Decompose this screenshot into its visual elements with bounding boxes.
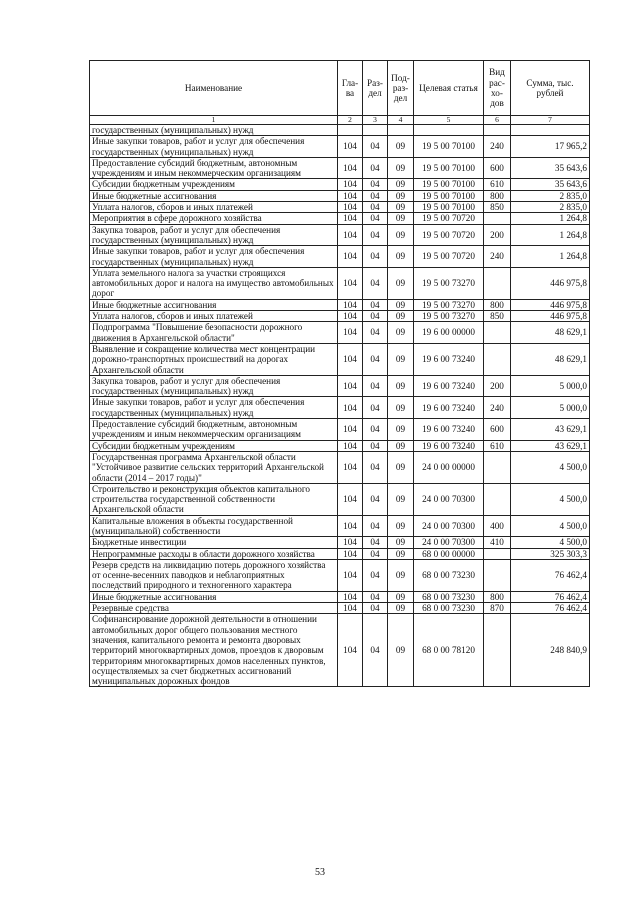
sum-cell: 2 835,0 xyxy=(511,202,590,213)
podrazdel-cell: 09 xyxy=(388,397,414,419)
glava-cell: 104 xyxy=(338,136,363,158)
sum-cell: 76 462,4 xyxy=(511,603,590,614)
podrazdel-cell: 09 xyxy=(388,246,414,268)
row-name-cell: Предоставление субсидий бюджетным, автономным учреждениям и иным некоммерческим организациям xyxy=(90,419,338,441)
target-cell: 19 5 00 70720 xyxy=(414,213,484,224)
col-header-razdel: Раз-дел xyxy=(363,61,388,116)
glava-cell: 104 xyxy=(338,267,363,299)
row-name-cell: Мероприятия в сфере дорожного хозяйства xyxy=(90,213,338,224)
sum-cell: 48 629,1 xyxy=(511,343,590,375)
vid-cell: 240 xyxy=(484,136,511,158)
target-cell: 19 6 00 73240 xyxy=(414,397,484,419)
table-body xyxy=(90,125,590,687)
target-cell: 19 6 00 00000 xyxy=(414,322,484,344)
target-cell: 19 5 00 73270 xyxy=(414,267,484,299)
row-name-cell: Резерв средств на ликвидацию потерь дорожного хозяйства от осенне-весенних паводков и неблагоприятных последствий природного и техногенного характера xyxy=(90,559,338,591)
podrazdel-cell: 09 xyxy=(388,559,414,591)
row-name-cell: Уплата налогов, сборов и иных платежей xyxy=(90,202,338,213)
sum-cell: 2 835,0 xyxy=(511,190,590,201)
razdel-cell: 04 xyxy=(363,343,388,375)
sum-cell: 248 840,9 xyxy=(511,614,590,687)
table-row xyxy=(90,202,590,213)
row-name-cell: Непрограммные расходы в области дорожного хозяйства xyxy=(90,548,338,559)
vid-cell: 850 xyxy=(484,311,511,322)
glava-cell: 104 xyxy=(338,213,363,224)
table-row xyxy=(90,136,590,158)
target-cell: 24 0 00 00000 xyxy=(414,451,484,483)
razdel-cell: 04 xyxy=(363,224,388,246)
razdel-cell: 04 xyxy=(363,548,388,559)
razdel-cell: 04 xyxy=(363,267,388,299)
col-header-vid: Вид рас-хо-дов xyxy=(484,61,511,116)
vid-cell: 610 xyxy=(484,179,511,190)
row-name-cell: Государственная программа Архангельской области "Устойчивое развитие сельских территорий Архангельской области (2014 – 2017 годы)" xyxy=(90,451,338,483)
glava-cell: 104 xyxy=(338,246,363,268)
razdel-cell: 04 xyxy=(363,483,388,515)
razdel-cell: 04 xyxy=(363,375,388,397)
sum-cell: 76 462,4 xyxy=(511,559,590,591)
sum-cell: 43 629,1 xyxy=(511,440,590,451)
sum-cell: 43 629,1 xyxy=(511,419,590,441)
col-header-sum: Сумма, тыс. рублей xyxy=(511,61,590,116)
table-row xyxy=(90,440,590,451)
glava-cell: 104 xyxy=(338,224,363,246)
sum-cell: 446 975,8 xyxy=(511,311,590,322)
vid-cell xyxy=(484,213,511,224)
table-row xyxy=(90,179,590,190)
razdel-cell: 04 xyxy=(363,515,388,537)
target-cell: 19 5 00 70720 xyxy=(414,224,484,246)
podrazdel-cell: 09 xyxy=(388,483,414,515)
target-cell: 68 0 00 73230 xyxy=(414,603,484,614)
podrazdel-cell: 09 xyxy=(388,311,414,322)
sum-cell: 446 975,8 xyxy=(511,299,590,310)
vid-cell: 410 xyxy=(484,537,511,548)
sum-cell: 446 975,8 xyxy=(511,267,590,299)
vid-cell xyxy=(484,267,511,299)
glava-cell: 104 xyxy=(338,451,363,483)
glava-cell: 104 xyxy=(338,419,363,441)
razdel-cell: 04 xyxy=(363,311,388,322)
podrazdel-cell: 09 xyxy=(388,515,414,537)
target-cell: 19 5 00 70100 xyxy=(414,179,484,190)
sum-cell: 1 264,8 xyxy=(511,246,590,268)
podrazdel-cell: 09 xyxy=(388,190,414,201)
row-name-cell: Закупка товаров, работ и услуг для обеспечения государственных (муниципальных) нужд xyxy=(90,375,338,397)
table-row xyxy=(90,213,590,224)
vid-cell xyxy=(484,614,511,687)
podrazdel-cell: 09 xyxy=(388,224,414,246)
row-name-cell: Иные закупки товаров, работ и услуг для обеспечения государственных (муниципальных) нужд xyxy=(90,136,338,158)
sum-cell: 4 500,0 xyxy=(511,483,590,515)
row-name-cell: Софинансирование дорожной деятельности в отношении автомобильных дорог общего пользования местного значения, капитального ремонта и ремонта дворовых территорий многоквартирных домов, проездов к дворовым территориям многоквартирных домов населенных пунктов, осуществляемых за счет бюджетных ассигнований муниципальных дорожных фондов xyxy=(90,614,338,687)
header-row xyxy=(90,61,590,116)
podrazdel-cell: 09 xyxy=(388,136,414,158)
glava-cell: 104 xyxy=(338,614,363,687)
razdel-cell: 04 xyxy=(363,614,388,687)
table-row xyxy=(90,311,590,322)
table-row xyxy=(90,603,590,614)
razdel-cell: 04 xyxy=(363,419,388,441)
podrazdel-cell: 09 xyxy=(388,375,414,397)
podrazdel-cell: 09 xyxy=(388,299,414,310)
table-row xyxy=(90,591,590,602)
vid-cell: 850 xyxy=(484,202,511,213)
target-cell xyxy=(414,125,484,136)
col-number: 4 xyxy=(388,116,414,125)
glava-cell: 104 xyxy=(338,311,363,322)
podrazdel-cell: 09 xyxy=(388,322,414,344)
glava-cell: 104 xyxy=(338,440,363,451)
target-cell: 24 0 00 70300 xyxy=(414,483,484,515)
glava-cell: 104 xyxy=(338,157,363,179)
sum-cell: 17 965,2 xyxy=(511,136,590,158)
table-row xyxy=(90,451,590,483)
col-header-podrazdel: Под-раз-дел xyxy=(388,61,414,116)
vid-cell: 800 xyxy=(484,190,511,201)
row-name-cell: Иные бюджетные ассигнования xyxy=(90,591,338,602)
sum-cell: 5 000,0 xyxy=(511,397,590,419)
vid-cell: 400 xyxy=(484,515,511,537)
col-number: 3 xyxy=(363,116,388,125)
podrazdel-cell: 09 xyxy=(388,419,414,441)
vid-cell: 600 xyxy=(484,157,511,179)
sum-cell: 76 462,4 xyxy=(511,591,590,602)
podrazdel-cell: 09 xyxy=(388,548,414,559)
podrazdel-cell: 09 xyxy=(388,343,414,375)
table-row xyxy=(90,559,590,591)
sum-cell: 1 264,8 xyxy=(511,224,590,246)
razdel-cell: 04 xyxy=(363,157,388,179)
vid-cell: 200 xyxy=(484,375,511,397)
glava-cell: 104 xyxy=(338,202,363,213)
sum-cell: 325 303,3 xyxy=(511,548,590,559)
podrazdel-cell xyxy=(388,125,414,136)
target-cell: 19 6 00 73240 xyxy=(414,440,484,451)
razdel-cell xyxy=(363,125,388,136)
sum-cell xyxy=(511,125,590,136)
glava-cell: 104 xyxy=(338,190,363,201)
razdel-cell: 04 xyxy=(363,299,388,310)
podrazdel-cell: 09 xyxy=(388,603,414,614)
target-cell: 19 5 00 70100 xyxy=(414,136,484,158)
target-cell: 24 0 00 70300 xyxy=(414,537,484,548)
target-cell: 19 5 00 73270 xyxy=(414,311,484,322)
vid-cell xyxy=(484,548,511,559)
razdel-cell: 04 xyxy=(363,322,388,344)
col-number: 5 xyxy=(414,116,484,125)
col-header-name: Наименование xyxy=(90,61,338,116)
row-name-cell: Уплата земельного налога за участки строящихся автомобильных дорог и налога на имущество автомобильных дорог xyxy=(90,267,338,299)
table-row xyxy=(90,515,590,537)
target-cell: 19 5 00 70720 xyxy=(414,246,484,268)
sum-cell: 35 643,6 xyxy=(511,157,590,179)
table-row xyxy=(90,343,590,375)
razdel-cell: 04 xyxy=(363,202,388,213)
glava-cell: 104 xyxy=(338,515,363,537)
glava-cell: 104 xyxy=(338,397,363,419)
table-row xyxy=(90,190,590,201)
col-number: 6 xyxy=(484,116,511,125)
vid-cell: 800 xyxy=(484,591,511,602)
column-number-row xyxy=(90,116,590,125)
row-name-cell: Резервные средства xyxy=(90,603,338,614)
target-cell: 19 5 00 70100 xyxy=(414,202,484,213)
table-row xyxy=(90,322,590,344)
row-name-cell: Иные закупки товаров, работ и услуг для обеспечения государственных (муниципальных) нужд xyxy=(90,246,338,268)
target-cell: 19 6 00 73240 xyxy=(414,419,484,441)
podrazdel-cell: 09 xyxy=(388,451,414,483)
row-name-cell: Субсидии бюджетным учреждениям xyxy=(90,179,338,190)
razdel-cell: 04 xyxy=(363,603,388,614)
table-row xyxy=(90,125,590,136)
podrazdel-cell: 09 xyxy=(388,157,414,179)
razdel-cell: 04 xyxy=(363,591,388,602)
podrazdel-cell: 09 xyxy=(388,440,414,451)
target-cell: 19 5 00 73270 xyxy=(414,299,484,310)
sum-cell: 4 500,0 xyxy=(511,537,590,548)
row-name-cell: Бюджетные инвестиции xyxy=(90,537,338,548)
vid-cell: 200 xyxy=(484,224,511,246)
sum-cell: 48 629,1 xyxy=(511,322,590,344)
table-row xyxy=(90,614,590,687)
col-number: 7 xyxy=(511,116,590,125)
table-row xyxy=(90,419,590,441)
table-row xyxy=(90,483,590,515)
page-number: 53 xyxy=(315,867,325,878)
glava-cell: 104 xyxy=(338,603,363,614)
vid-cell: 240 xyxy=(484,246,511,268)
razdel-cell: 04 xyxy=(363,190,388,201)
podrazdel-cell: 09 xyxy=(388,213,414,224)
razdel-cell: 04 xyxy=(363,451,388,483)
row-name-cell: Строительство и реконструкция объектов капитального строительства государственной собственности Архангельской области xyxy=(90,483,338,515)
row-name-cell: государственных (муниципальных) нужд xyxy=(90,125,338,136)
vid-cell xyxy=(484,125,511,136)
glava-cell: 104 xyxy=(338,591,363,602)
target-cell: 24 0 00 70300 xyxy=(414,515,484,537)
row-name-cell: Подпрограмма "Повышение безопасности дорожного движения в Архангельской области" xyxy=(90,322,338,344)
vid-cell xyxy=(484,322,511,344)
razdel-cell: 04 xyxy=(363,537,388,548)
podrazdel-cell: 09 xyxy=(388,614,414,687)
glava-cell xyxy=(338,125,363,136)
podrazdel-cell: 09 xyxy=(388,202,414,213)
target-cell: 19 6 00 73240 xyxy=(414,375,484,397)
razdel-cell: 04 xyxy=(363,440,388,451)
table-row xyxy=(90,157,590,179)
glava-cell: 104 xyxy=(338,343,363,375)
razdel-cell: 04 xyxy=(363,136,388,158)
row-name-cell: Уплата налогов, сборов и иных платежей xyxy=(90,311,338,322)
razdel-cell: 04 xyxy=(363,179,388,190)
razdel-cell: 04 xyxy=(363,397,388,419)
target-cell: 68 0 00 78120 xyxy=(414,614,484,687)
row-name-cell: Субсидии бюджетным учреждениям xyxy=(90,440,338,451)
podrazdel-cell: 09 xyxy=(388,537,414,548)
vid-cell: 800 xyxy=(484,299,511,310)
target-cell: 68 0 00 73230 xyxy=(414,559,484,591)
sum-cell: 5 000,0 xyxy=(511,375,590,397)
glava-cell: 104 xyxy=(338,483,363,515)
razdel-cell: 04 xyxy=(363,246,388,268)
glava-cell: 104 xyxy=(338,299,363,310)
podrazdel-cell: 09 xyxy=(388,591,414,602)
target-cell: 68 0 00 00000 xyxy=(414,548,484,559)
glava-cell: 104 xyxy=(338,548,363,559)
vid-cell xyxy=(484,343,511,375)
row-name-cell: Иные закупки товаров, работ и услуг для обеспечения государственных (муниципальных) нужд xyxy=(90,397,338,419)
table-row xyxy=(90,375,590,397)
vid-cell xyxy=(484,559,511,591)
podrazdel-cell: 09 xyxy=(388,179,414,190)
vid-cell xyxy=(484,483,511,515)
row-name-cell: Выявление и сокращение количества мест концентрации дорожно-транспортных происшествий на дорогах Архангельской области xyxy=(90,343,338,375)
row-name-cell: Предоставление субсидий бюджетным, автономным учреждениям и иным некоммерческим организациям xyxy=(90,157,338,179)
sum-cell: 4 500,0 xyxy=(511,515,590,537)
sum-cell: 1 264,8 xyxy=(511,213,590,224)
podrazdel-cell: 09 xyxy=(388,267,414,299)
table-row xyxy=(90,299,590,310)
target-cell: 68 0 00 73230 xyxy=(414,591,484,602)
target-cell: 19 5 00 70100 xyxy=(414,157,484,179)
col-header-target: Целевая статья xyxy=(414,61,484,116)
glava-cell: 104 xyxy=(338,559,363,591)
row-name-cell: Капитальные вложения в объекты государственной (муниципальной) собственности xyxy=(90,515,338,537)
col-header-glava: Гла-ва xyxy=(338,61,363,116)
table-row xyxy=(90,548,590,559)
row-name-cell: Закупка товаров, работ и услуг для обеспечения государственных (муниципальных) нужд xyxy=(90,224,338,246)
glava-cell: 104 xyxy=(338,375,363,397)
col-number: 2 xyxy=(338,116,363,125)
target-cell: 19 6 00 73240 xyxy=(414,343,484,375)
vid-cell: 600 xyxy=(484,419,511,441)
table-row xyxy=(90,397,590,419)
row-name-cell: Иные бюджетные ассигнования xyxy=(90,299,338,310)
glava-cell: 104 xyxy=(338,179,363,190)
row-name-cell: Иные бюджетные ассигнования xyxy=(90,190,338,201)
table-row xyxy=(90,267,590,299)
col-number: 1 xyxy=(90,116,338,125)
table-row xyxy=(90,537,590,548)
sum-cell: 4 500,0 xyxy=(511,451,590,483)
vid-cell xyxy=(484,451,511,483)
table-row xyxy=(90,246,590,268)
razdel-cell: 04 xyxy=(363,213,388,224)
budget-table xyxy=(89,60,590,687)
razdel-cell: 04 xyxy=(363,559,388,591)
glava-cell: 104 xyxy=(338,537,363,548)
vid-cell: 870 xyxy=(484,603,511,614)
glava-cell: 104 xyxy=(338,322,363,344)
vid-cell: 240 xyxy=(484,397,511,419)
target-cell: 19 5 00 70100 xyxy=(414,190,484,201)
table-row xyxy=(90,224,590,246)
sum-cell: 35 643,6 xyxy=(511,179,590,190)
vid-cell: 610 xyxy=(484,440,511,451)
